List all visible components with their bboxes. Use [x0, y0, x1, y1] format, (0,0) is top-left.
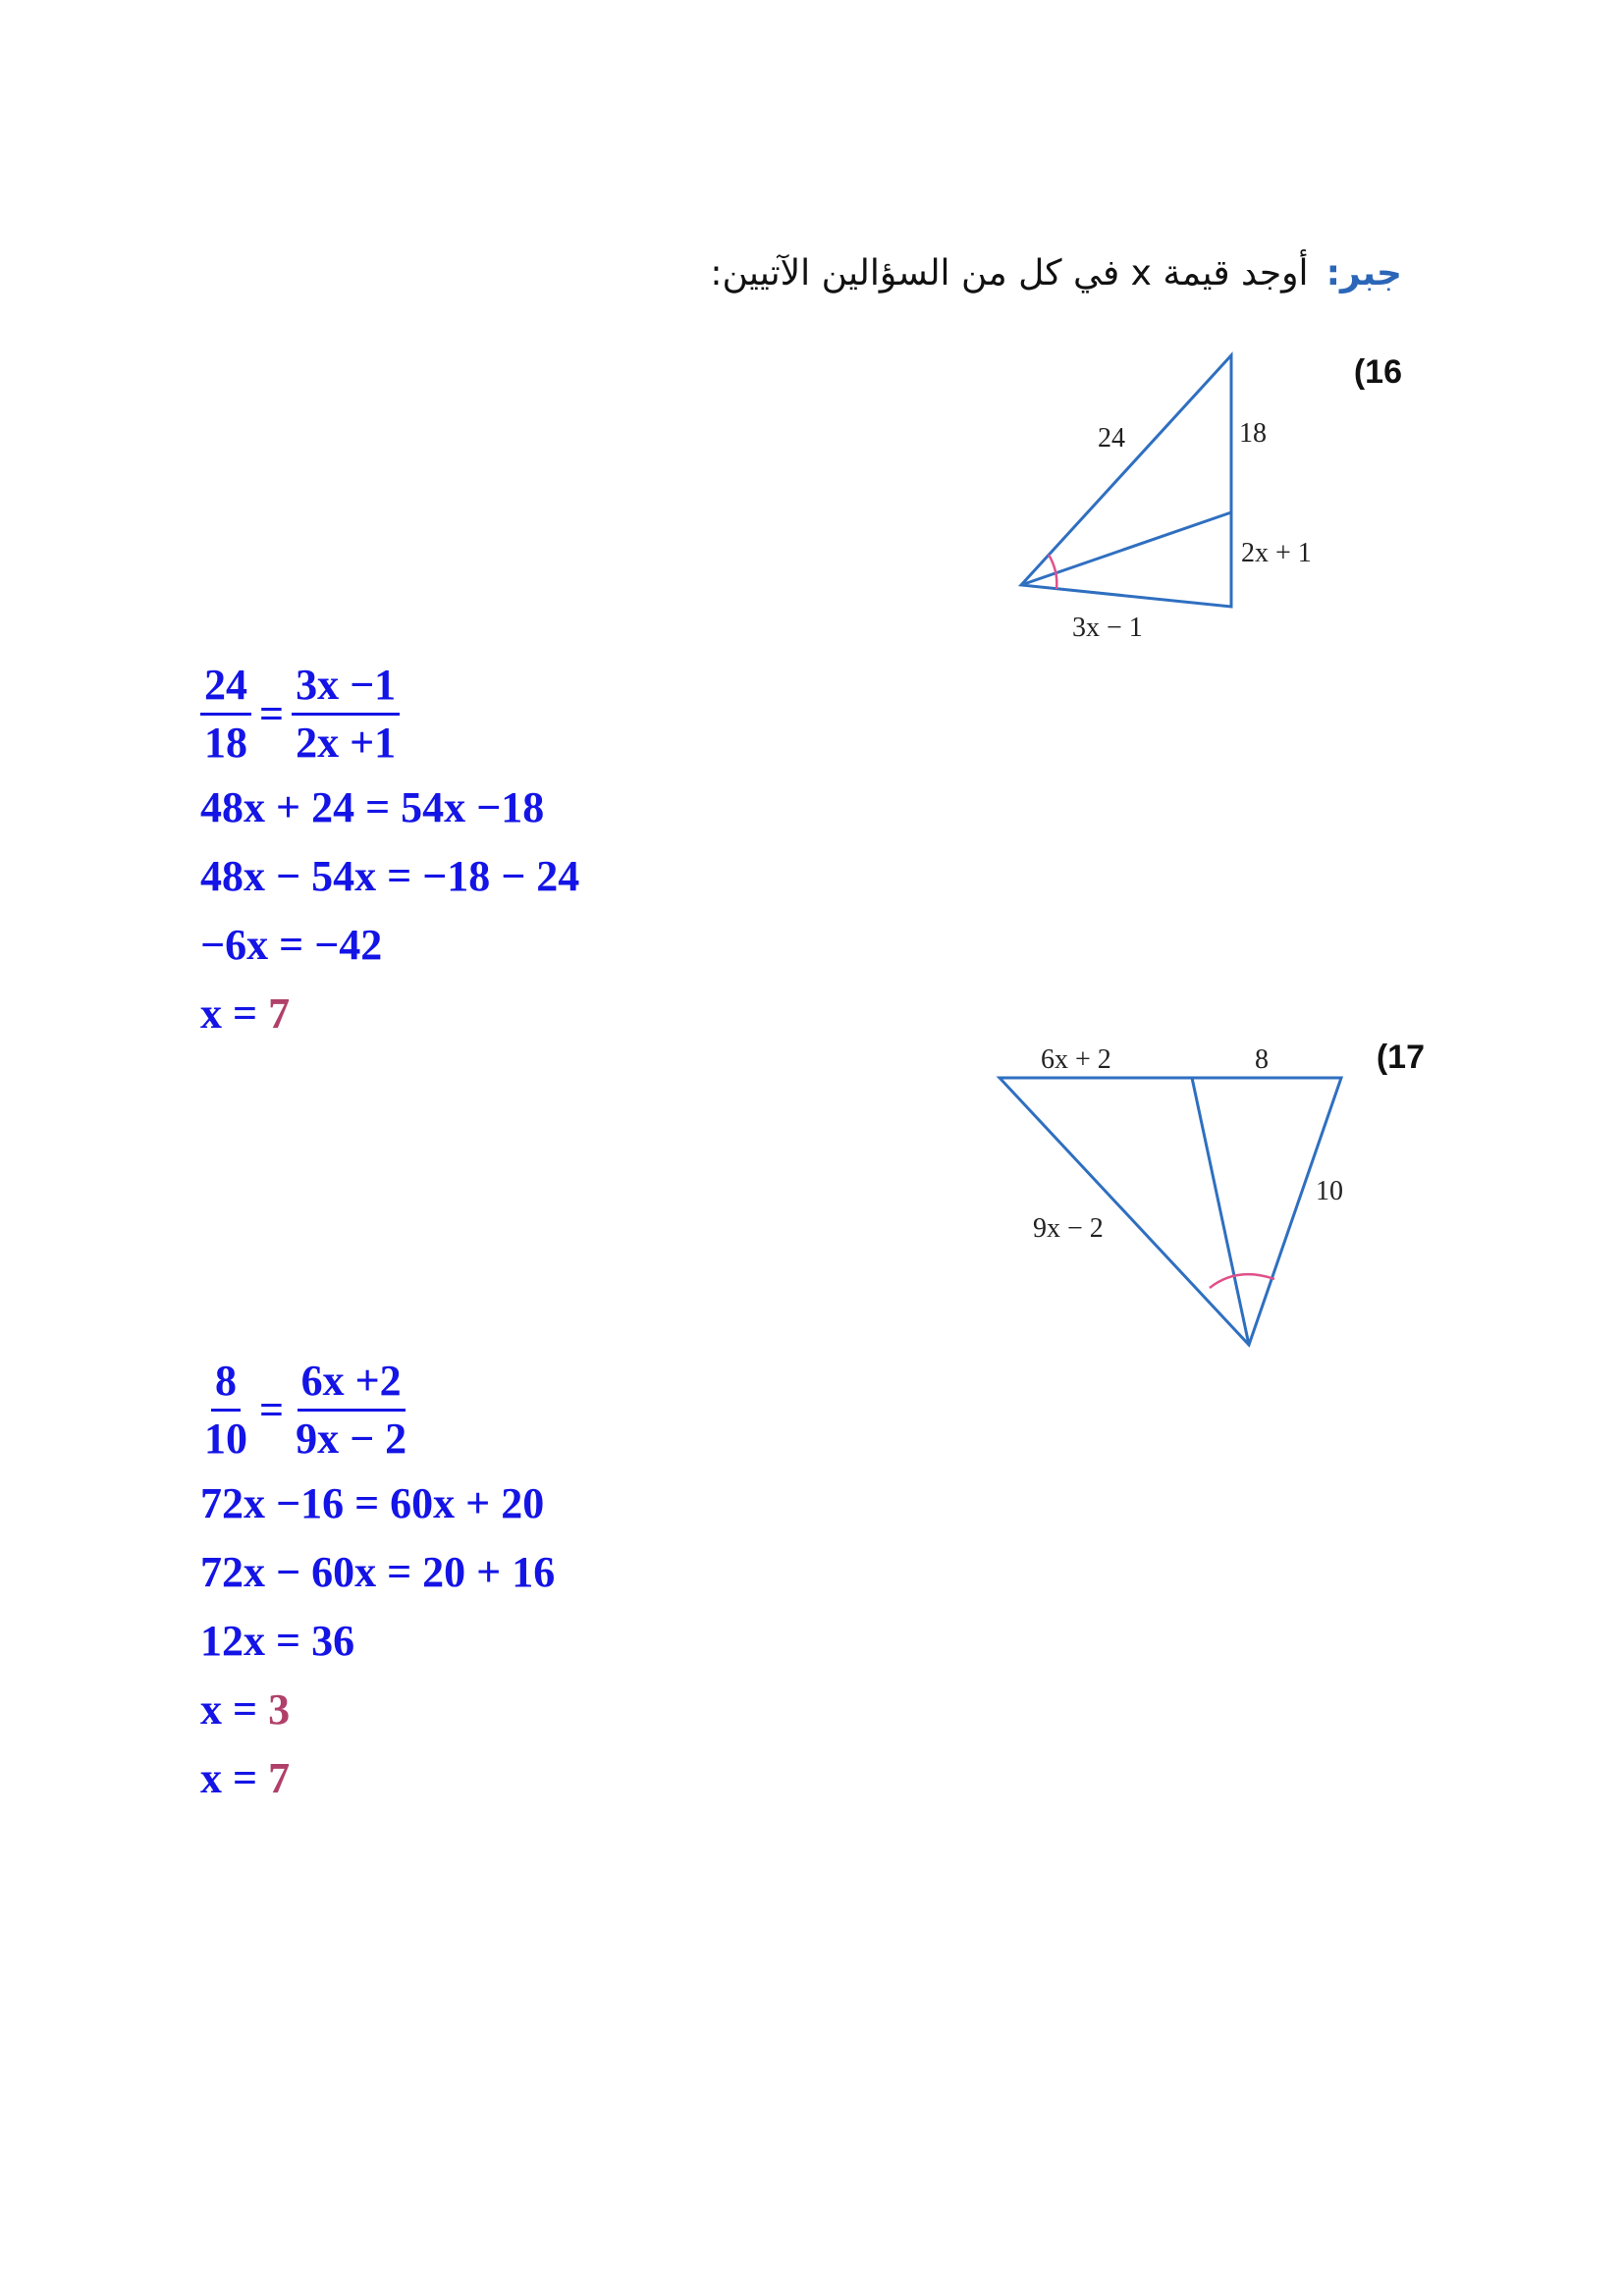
q17-step-3: 12x = 36 [200, 1617, 355, 1665]
q16-step-2: 48x − 54x = −18 − 24 [200, 852, 580, 900]
q17-label-left: 9x − 2 [1033, 1213, 1104, 1244]
q17-step-2: 72x − 60x = 20 + 16 [200, 1548, 556, 1596]
q17-left-fraction [200, 1357, 251, 1463]
q16-label-base: 3x − 1 [1072, 613, 1143, 643]
q17-triangle-figure [992, 1031, 1365, 1355]
q17-triangle [1000, 1078, 1341, 1345]
q16-triangle [1021, 355, 1231, 607]
instruction-text: أوجد قيمة x في كل من السؤالين الآتيين: [710, 253, 1309, 294]
exercise-header [710, 253, 1402, 294]
q16-step-3: −6x = −42 [200, 921, 383, 969]
q17-answer-1-value: 3 [268, 1685, 291, 1734]
q16-answer-prefix: x = [200, 989, 269, 1038]
q16-triangle-figure [1001, 344, 1355, 658]
q16-label-top: 18 [1239, 418, 1267, 449]
q16-solution [200, 661, 580, 1038]
q17-angle-mark [1210, 1274, 1274, 1288]
q16-label-bottom-right: 2x + 1 [1241, 538, 1312, 568]
q16-step-1: 48x + 24 = 54x −18 [200, 783, 545, 831]
q16-right-denominator: 2x +1 [296, 719, 397, 767]
q16-equals-sign: = [259, 689, 285, 738]
q16-angle-mark [1049, 555, 1056, 589]
subject-label: جبر: [1325, 253, 1402, 294]
q16-left-numerator: 24 [200, 664, 251, 716]
q17-label-top-right: 8 [1255, 1044, 1269, 1075]
q17-angle-bisector [1192, 1078, 1249, 1345]
question-17-number: (17 [1376, 1039, 1425, 1076]
q16-answer-value: 7 [268, 989, 291, 1038]
q17-right-fraction [292, 1357, 410, 1463]
q17-equals-sign: = [259, 1385, 285, 1434]
q17-left-numerator: 8 [211, 1360, 241, 1412]
q16-answer [200, 989, 579, 1038]
q17-answer-1-prefix: x = [200, 1685, 269, 1734]
q17-proportion [200, 1357, 555, 1463]
q17-label-right: 10 [1316, 1176, 1343, 1206]
q16-left-fraction [200, 661, 251, 767]
q17-answer-2-prefix: x = [200, 1754, 269, 1802]
q17-answer-2 [200, 1754, 555, 1802]
q16-right-fraction [292, 661, 400, 767]
q17-right-denominator: 9x − 2 [296, 1415, 407, 1463]
q16-label-hyp: 24 [1098, 423, 1125, 454]
q17-solution [200, 1357, 556, 1802]
q17-answer-2-value: 7 [268, 1754, 291, 1802]
q17-right-numerator: 6x +2 [298, 1360, 406, 1412]
q16-proportion [200, 661, 579, 767]
q17-answer-1 [200, 1685, 555, 1734]
q17-left-denominator: 10 [204, 1415, 247, 1463]
q17-label-top-left: 6x + 2 [1041, 1044, 1111, 1075]
q16-left-denominator: 18 [204, 719, 247, 767]
q16-right-numerator: 3x −1 [292, 664, 400, 716]
q17-step-1: 72x −16 = 60x + 20 [200, 1479, 545, 1527]
question-16-number: (16 [1353, 353, 1402, 391]
